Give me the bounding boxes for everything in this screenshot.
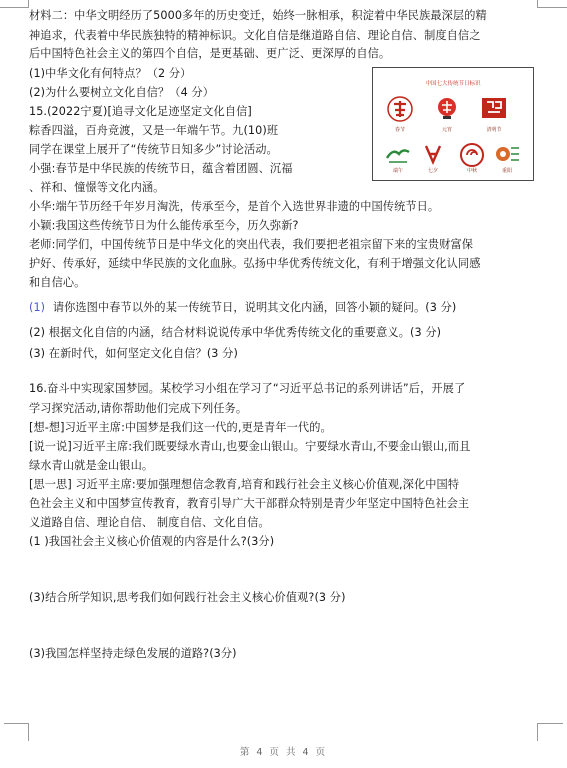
question-1: (1)中华文化有何特点？（2 分） — [29, 67, 192, 80]
qixi-logo — [421, 142, 445, 170]
qingming-festival-icon — [479, 96, 509, 124]
text-line: [思一思] 习近平主席:要加强理想信念教育,培育和践行社会主义核心价值观,深化中国特 — [29, 478, 460, 491]
mid-autumn-icon — [459, 142, 485, 168]
text-line: 神追求，代表着中华民族独特的精神标识。文化自信是继道路自信、理论自信、制度自信之 — [29, 29, 481, 42]
text-line: 、祥和、憧憬等文化内涵。 — [29, 181, 165, 194]
text-line: 同学在课堂上展开了“传统节日知多少”讨论活动。 — [29, 143, 278, 156]
crop-mark — [537, 723, 538, 741]
text-line: 护好、传承好，延续中华民族的文化血脉。弘扬中华优秀传统文化，有利于增强文化认同感 — [29, 257, 481, 270]
text-line: 义道路自信、理论自信、 制度自信、文化自信。 — [29, 516, 270, 529]
question-2: (2)为什么要树立文化自信？（4 分） — [29, 86, 215, 99]
spring-festival-icon — [387, 96, 413, 122]
caption-spring: 春节 — [394, 127, 405, 133]
text-line: 色社会主义和中国梦宣传教育，教育引导广大干部群众特别是青少年坚定中国特色社会主 — [29, 497, 470, 510]
question-15-heading: 15.(2022宁夏)[追寻文化足迹坚定文化自信] — [29, 105, 252, 118]
figure-title: 中国七大传统节日标识 — [425, 81, 481, 87]
double-ninth-icon — [493, 142, 521, 166]
text-line: 老师:同学们，中国传统节日是中华文化的突出代表，我们要把老祖宗留下来的宝贵财富保 — [29, 238, 474, 251]
crop-mark — [4, 723, 29, 724]
text-line: 小华:端午节历经千年岁月淘洗，传承至今，是首个入选世界非遗的中国传统节日。 — [29, 200, 440, 213]
question-16-1: (1 )我国社会主义核心价值观的内容是什么?(3分) — [29, 535, 275, 548]
question-16-heading: 16.奋斗中实现家国梦园。某校学习小组在学习了“习近平总书记的系列讲话”后，开展了 — [29, 382, 466, 395]
text-line: 小颖:我国这些传统节日为什么能传承至今，历久弥新? — [29, 219, 299, 232]
question-15-3: (3) 在新时代，如何坚定文化自信？(3 分) — [29, 347, 238, 360]
question-16-2: (3)结合所学知识,思考我们如何践行社会主义核心价值观?(3 分) — [29, 591, 346, 604]
crop-mark — [537, 723, 563, 724]
question-15-1-text: 请你选图中春节以外的某一传统节日，说明其文化内涵，回答小颖的疑问。(3 分) — [52, 301, 457, 314]
dragon-boat-icon — [385, 144, 411, 166]
text-line: 和自信心。 — [29, 276, 86, 289]
crop-mark — [0, 7, 28, 8]
text-line: [说一说]习近平主席:我们既要绿水青山,也要金山银山。宁要绿水青山,不要金山银山,而且 — [29, 440, 471, 453]
caption-qixi: 七夕 — [427, 168, 438, 174]
text-line: 学习探究活动,请你帮助他们完成下列任务。 — [29, 402, 248, 415]
question-15-1 — [29, 300, 456, 315]
lantern-festival-icon — [433, 96, 461, 124]
crop-mark — [537, 7, 567, 8]
text-line: 后中国特色社会主义的第四个自信，是更基础、更广泛、更深厚的自信。 — [29, 47, 391, 60]
text-line: 绿水青山就是金山银山。 — [29, 459, 154, 472]
qingming-festival-logo — [479, 96, 509, 128]
caption-dragon-boat: 端午 — [392, 168, 403, 174]
caption-double-ninth: 重阳 — [501, 168, 512, 174]
double-ninth-logo — [493, 142, 521, 170]
festival-logos-figure — [372, 67, 534, 181]
text-line: [想-想]习近平主席:中国梦是我们这一代的,更是青年一代的。 — [29, 421, 332, 434]
page-footer: 第 4 页 共 4 页 — [239, 747, 328, 758]
question-15-2: (2) 根据文化自信的内涵，结合材料说说传承中华优秀传统文化的重要意义。(3 分) — [29, 326, 442, 339]
crop-mark — [28, 0, 29, 8]
text-line: 小强:春节是中华民族的传统节日，蕴含着团圆、沉福 — [29, 162, 293, 175]
crop-mark — [28, 723, 29, 741]
spring-festival-logo — [387, 96, 413, 126]
handwritten-mark: (1) — [29, 301, 46, 314]
qixi-icon — [421, 142, 445, 166]
caption-qingming: 清明节 — [486, 127, 502, 133]
caption-lantern: 元宵 — [441, 127, 452, 133]
text-line: 材料二：中华文明经历了5000多年的历史变迁，始终一脉相承，积淀着中华民族最深层的精 — [29, 9, 487, 22]
crop-mark — [537, 0, 538, 8]
question-16-3: (3)我国怎样坚持走绿色发展的道路?(3分) — [29, 647, 237, 660]
text-line: 粽香四溢，百舟竞渡，又是一年端午节。九(10)班 — [29, 124, 279, 137]
lantern-festival-logo — [433, 96, 461, 128]
caption-mid-autumn: 中秋 — [466, 168, 477, 174]
